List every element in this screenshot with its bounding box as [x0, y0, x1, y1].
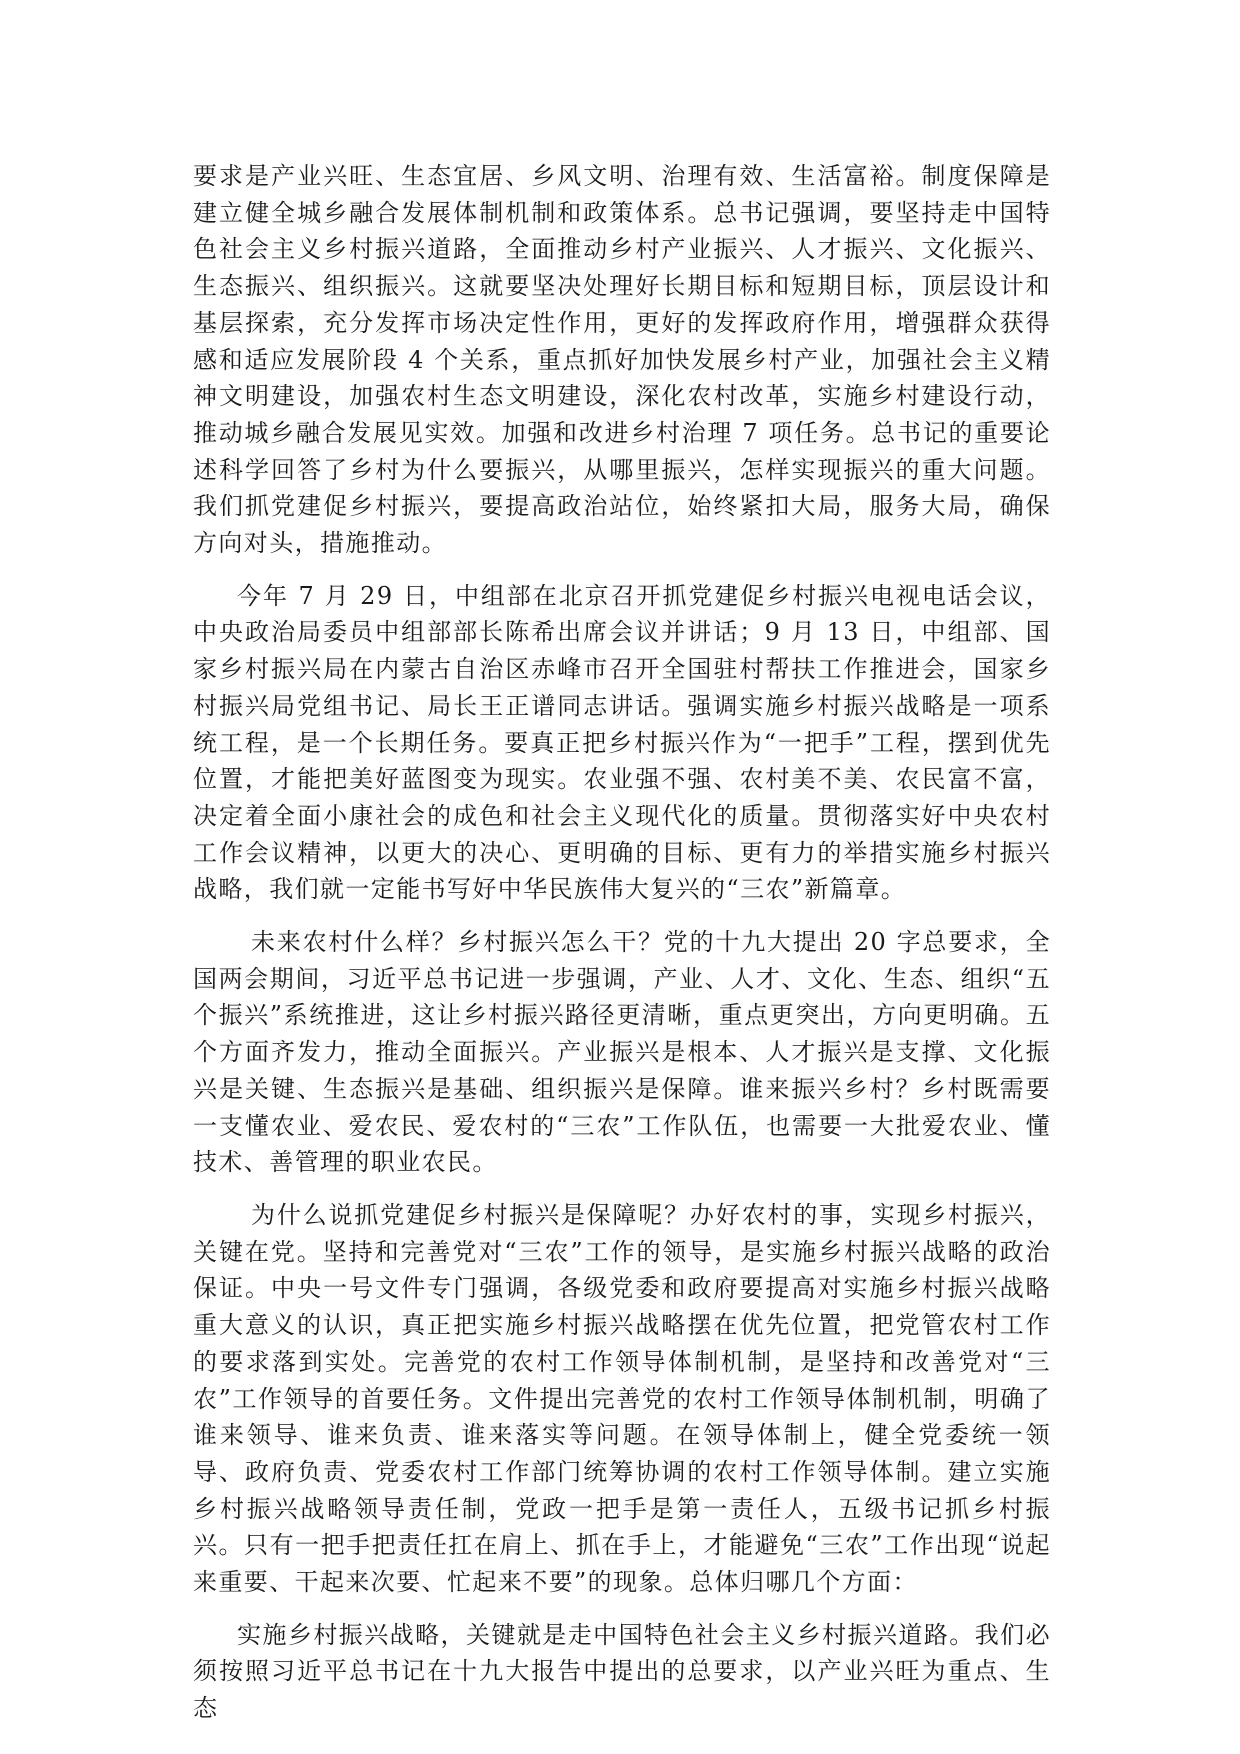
- document-body: [193, 158, 1051, 1727]
- paragraph-1: 要求是产业兴旺、生态宜居、乡风文明、治理有效、生活富裕。制度保障是建立健全城乡融合发展体制机制和政策体系。总书记强调，要坚持走中国特色社会主义乡村振兴道路，全面推动乡村产业振兴、人才振兴、文化振兴、生态振兴、组织振兴。这就要坚决处理好长期目标和短期目标，顶层设计和基层探索，充分发挥市场决定性作用，更好的发挥政府作用，增强群众获得感和适应发展阶段 4 个关系，重点抓好加快发展乡村产业，加强社会主义精神文明建设，加强农村生态文明建设，深化农村改革，实施乡村建设行动，推动城乡融合发展见实效。加强和改进乡村治理 7 项任务。总书记的重要论述科学回答了乡村为什么要振兴，从哪里振兴，怎样实现振兴的重大问题。我们抓党建促乡村振兴，要提高政治站位，始终紧扣大局，服务大局，确保方向对头，措施推动。: [193, 162, 1051, 558]
- paragraph-5: 实施乡村振兴战略，关键就是走中国特色社会主义乡村振兴道路。我们必须按照习近平总书记在十九大报告中提出的总要求，以产业兴旺为重点、生态: [193, 1620, 1051, 1723]
- paragraph-3: 未来农村什么样？乡村振兴怎么干？党的十九大提出 20 字总要求，全国两会期间，习近平总书记进一步强调，产业、人才、文化、生态、组织“五个振兴”系统推进，这让乡村振兴路径更清晰，重点更突出，方向更明确。五个方面齐发力，推动全面振兴。产业振兴是根本、人才振兴是支撑、文化振兴是关键、生态振兴是基础、组织振兴是保障。谁来振兴乡村？乡村既需要一支懂农业、爱农民、爱农村的“三农”工作队伍，也需要一大批爱农业、懂技术、善管理的职业农民。: [193, 928, 1051, 1177]
- paragraph-4: 为什么说抓党建促乡村振兴是保障呢？办好农村的事，实现乡村振兴，关键在党。坚持和完善党对“三农”工作的领导，是实施乡村振兴战略的政治保证。中央一号文件专门强调，各级党委和政府要提高对实施乡村振兴战略重大意义的认识，真正把实施乡村振兴战略摆在优先位置，把党管农村工作的要求落到实处。完善党的农村工作领导体制机制，是坚持和改善党对“三农”工作领导的首要任务。文件提出完善党的农村工作领导体制机制，明确了谁来领导、谁来负责、谁来落实等问题。在领导体制上，健全党委统一领导、政府负责、党委农村工作部门统筹协调的农村工作领导体制。建立实施乡村振兴战略领导责任制，党政一把手是第一责任人，五级书记抓乡村振兴。只有一把手把责任扛在肩上、抓在手上，才能避免“三农”工作出现“说起来重要、干起来次要、忙起来不要”的现象。总体归哪几个方面：: [193, 1200, 1051, 1597]
- paragraph-2: 今年 7 月 29 日，中组部在北京召开抓党建促乡村振兴电视电话会议，中央政治局委员中组部部长陈希出席会议并讲话；9 月 13 日，中组部、国家乡村振兴局在内蒙古自治区赤峰市召开全国驻村帮扶工作推进会，国家乡村振兴局党组书记、局长王正谱同志讲话。强调实施乡村振兴战略是一项系统工程，是一个长期任务。要真正把乡村振兴作为“一把手”工程，摆到优先位置，才能把美好蓝图变为现实。农业强不强、农村美不美、农民富不富，决定着全面小康社会的成色和社会主义现代化的质量。贯彻落实好中央农村工作会议精神，以更大的决心、更明确的目标、更有力的举措实施乡村振兴战略，我们就一定能书写好中华民族伟大复兴的“三农”新篇章。: [193, 581, 1051, 904]
